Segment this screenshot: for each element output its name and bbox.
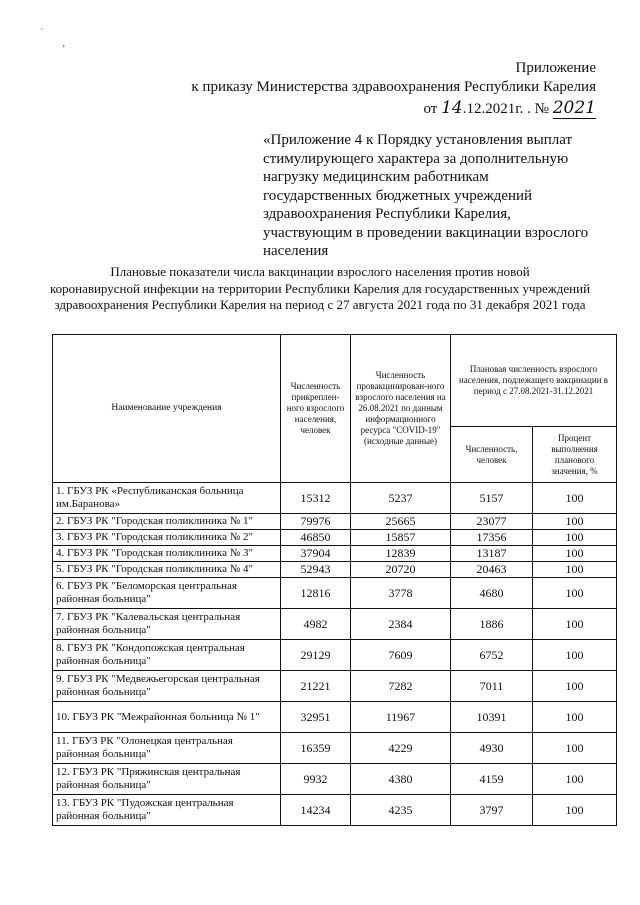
attached-population-cell: 9932 [281, 764, 351, 795]
header-planned-percent: Процент выполнения планового значения, % [533, 427, 617, 483]
planned-count-cell: 3797 [451, 795, 533, 826]
attached-population-cell: 14234 [281, 795, 351, 826]
appendix-quote-block [263, 131, 603, 261]
institution-name-cell: 3. ГБУЗ РК "Городская поликлиника № 2" [53, 530, 281, 546]
header-attached-population: Численность прикреплен-ного взрослого населения, человек [281, 335, 351, 483]
institution-name-cell: 7. ГБУЗ РК "Калевальская центральная районная больница" [53, 609, 281, 640]
planned-percent-cell: 100 [533, 671, 617, 702]
quote-line: «Приложение 4 к Порядку установления выплат [263, 132, 573, 148]
heading-line: здравоохранения Республики Карелия на период с 27 августа 2021 года по 31 декабря 2021 года [54, 297, 586, 312]
vaccinated-population-cell: 7609 [351, 640, 451, 671]
attached-population-cell: 12816 [281, 578, 351, 609]
quote-line: участвующим в проведении вакцинации взрослого [263, 224, 589, 241]
quote-line: стимулирующего характера за дополнительную [263, 150, 569, 167]
order-date-line [423, 98, 596, 119]
vaccinated-population-cell: 5237 [351, 483, 451, 514]
vaccinated-population-cell: 12839 [351, 546, 451, 562]
table-row [53, 609, 617, 640]
institution-name-cell: 5. ГБУЗ РК "Городская поликлиника № 4" [53, 562, 281, 578]
institution-name-cell: 6. ГБУЗ РК "Беломорская центральная районная больница" [53, 578, 281, 609]
vaccinated-population-cell: 7282 [351, 671, 451, 702]
planned-percent-cell: 100 [533, 483, 617, 514]
planned-percent-cell: 100 [533, 640, 617, 671]
vaccinated-population-cell: 3778 [351, 578, 451, 609]
header-planned-group: Плановая численность взрослого населения, подлежащего вакцинации в период с 27.08.2021-31.12.2021 [451, 335, 617, 427]
planned-percent-cell: 100 [533, 702, 617, 733]
number-sign: № [534, 101, 549, 117]
header-vaccinated-population: Численность провакцинирован-ного взрослого населения на 26.08.2021 по данным информационного ресурса "COVID-19" (исходные данные) [351, 335, 451, 483]
institution-name-cell: 8. ГБУЗ РК "Кондопожская центральная районная больница" [53, 640, 281, 671]
planned-count-cell: 1886 [451, 609, 533, 640]
attached-population-cell: 32951 [281, 702, 351, 733]
attached-population-cell: 46850 [281, 530, 351, 546]
vaccinated-population-cell: 20720 [351, 562, 451, 578]
header-institution-name: Наименование учреждения [53, 335, 281, 483]
date-rest: .12.2021г. . [462, 101, 531, 117]
planned-percent-cell: 100 [533, 609, 617, 640]
institution-name-cell: 10. ГБУЗ РК "Межрайонная больница № 1" [53, 702, 281, 733]
planned-count-cell: 7011 [451, 671, 533, 702]
planned-count-cell: 13187 [451, 546, 533, 562]
scan-mark: ` [40, 28, 44, 39]
planned-percent-cell: 100 [533, 764, 617, 795]
planned-percent-cell: 100 [533, 530, 617, 546]
planned-count-cell: 23077 [451, 514, 533, 530]
institution-name-cell: 12. ГБУЗ РК "Пряжинская центральная районная больница" [53, 764, 281, 795]
scan-mark: ’ [62, 44, 66, 55]
planned-count-cell: 10391 [451, 702, 533, 733]
heading-line: Плановые показатели числа вакцинации взрослого населения против новой [110, 264, 530, 279]
institution-name-cell: 1. ГБУЗ РК «Республиканская больница им.Баранова» [53, 483, 281, 514]
planned-percent-cell: 100 [533, 514, 617, 530]
vaccinated-population-cell: 4229 [351, 733, 451, 764]
attached-population-cell: 79976 [281, 514, 351, 530]
vaccinated-population-cell: 4235 [351, 795, 451, 826]
table-heading [30, 264, 610, 314]
institution-name-cell: 9. ГБУЗ РК "Медвежьегорская центральная районная больница" [53, 671, 281, 702]
appendix-title: Приложение [515, 60, 596, 76]
vaccinated-population-cell: 15857 [351, 530, 451, 546]
planned-count-cell: 17356 [451, 530, 533, 546]
planned-count-cell: 5157 [451, 483, 533, 514]
table-row [53, 671, 617, 702]
attached-population-cell: 29129 [281, 640, 351, 671]
quote-line: государственных бюджетных учреждений [263, 187, 533, 204]
vaccinated-population-cell: 25665 [351, 514, 451, 530]
attached-population-cell: 52943 [281, 562, 351, 578]
table-row [53, 764, 617, 795]
planned-percent-cell: 100 [533, 578, 617, 609]
table-row [53, 702, 617, 733]
table-row [53, 640, 617, 671]
quote-line: здравоохранения Республики Карелия, [263, 206, 511, 222]
attached-population-cell: 15312 [281, 483, 351, 514]
institution-name-cell: 4. ГБУЗ РК "Городская поликлиника № 3" [53, 546, 281, 562]
heading-line: коронавирусной инфекции на территории Республики Карелия для государственных учреждений [49, 280, 591, 296]
table-row [53, 562, 617, 578]
vaccinated-population-cell: 11967 [351, 702, 451, 733]
quote-line: нагрузку медицинским работникам [263, 169, 489, 185]
planned-count-cell: 4680 [451, 578, 533, 609]
institution-name-cell: 13. ГБУЗ РК "Пудожская центральная районная больница" [53, 795, 281, 826]
planned-percent-cell: 100 [533, 546, 617, 562]
date-day-handwritten: 14 [441, 98, 463, 118]
planned-count-cell: 4159 [451, 764, 533, 795]
vaccinated-population-cell: 4380 [351, 764, 451, 795]
table-row [53, 514, 617, 530]
date-prefix: от [423, 101, 438, 117]
quote-line: населения [263, 243, 329, 259]
planned-count-cell: 6752 [451, 640, 533, 671]
vaccination-plan-table [52, 334, 617, 826]
table-row [53, 530, 617, 546]
attached-population-cell: 21221 [281, 671, 351, 702]
planned-count-cell: 20463 [451, 562, 533, 578]
vaccinated-population-cell: 2384 [351, 609, 451, 640]
table-row [53, 546, 617, 562]
institution-name-cell: 11. ГБУЗ РК "Олонецкая центральная районная больница" [53, 733, 281, 764]
attached-population-cell: 4982 [281, 609, 351, 640]
table-row [53, 483, 617, 514]
attached-population-cell: 16359 [281, 733, 351, 764]
appendix-order-reference: к приказу Министерства здравоохранения Республики Карелия [191, 79, 596, 95]
planned-count-cell: 4930 [451, 733, 533, 764]
planned-percent-cell: 100 [533, 562, 617, 578]
table-row [53, 795, 617, 826]
table-row [53, 578, 617, 609]
planned-percent-cell: 100 [533, 733, 617, 764]
planned-percent-cell: 100 [533, 795, 617, 826]
header-planned-count: Численность, человек [451, 427, 533, 483]
institution-name-cell: 2. ГБУЗ РК "Городская поликлиника № 1" [53, 514, 281, 530]
order-number-handwritten: 2021 [552, 98, 596, 118]
attached-population-cell: 37904 [281, 546, 351, 562]
table-row [53, 733, 617, 764]
